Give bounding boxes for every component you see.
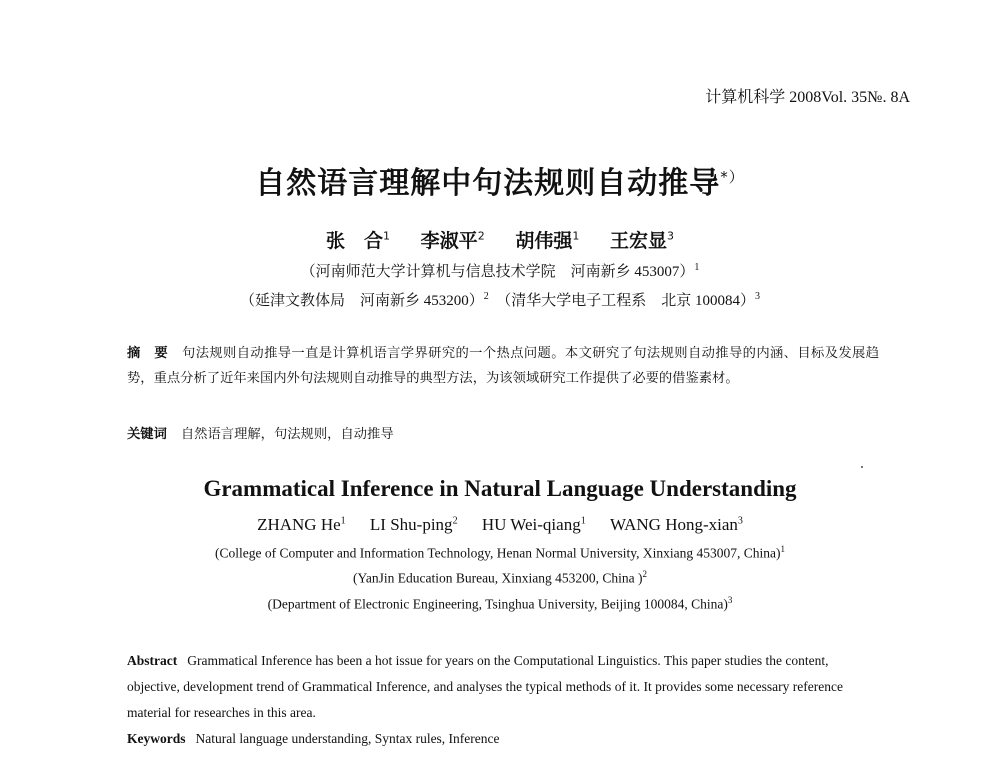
en-affiliation-sup: 1 bbox=[780, 544, 785, 554]
english-keywords bbox=[127, 726, 879, 751]
cn-affiliation-sup: 2 bbox=[483, 291, 489, 302]
english-keywords-text: Natural language understanding, Syntax rules, Inference bbox=[195, 731, 500, 746]
chinese-affiliation-2 bbox=[0, 289, 1000, 310]
english-affiliation-3 bbox=[0, 595, 1000, 613]
cn-author-name: 张 合 bbox=[326, 230, 384, 252]
en-affiliation-sup: 2 bbox=[642, 569, 648, 579]
cn-author-sup: 3 bbox=[666, 229, 674, 243]
en-author bbox=[482, 515, 586, 534]
cn-author-name: 胡伟强 bbox=[515, 230, 573, 252]
cn-author-sup: 1 bbox=[572, 229, 580, 243]
chinese-abstract bbox=[127, 340, 879, 390]
cn-affiliation-text: （河南师范大学计算机与信息技术学院 河南新乡 453007） bbox=[300, 264, 695, 280]
english-affiliation-2 bbox=[0, 569, 1000, 587]
chinese-keywords bbox=[127, 421, 879, 446]
cn-author-name: 王宏显 bbox=[609, 230, 667, 252]
cn-affiliation-sup: 3 bbox=[755, 291, 761, 302]
english-title: Grammatical Inference in Natural Language Understanding bbox=[203, 476, 797, 501]
journal-info: 计算机科学 2008Vol. 35№. 8A bbox=[705, 89, 910, 106]
en-affiliation-sup: 3 bbox=[727, 595, 733, 605]
scan-speck bbox=[861, 466, 863, 468]
cn-author-name: 李淑平 bbox=[420, 230, 478, 252]
chinese-keywords-label: 关键词 bbox=[127, 426, 167, 441]
english-authors bbox=[0, 515, 1000, 535]
english-affiliation-1 bbox=[0, 544, 1000, 562]
title-footnote-mark: *） bbox=[720, 168, 745, 186]
en-author-sup: 1 bbox=[580, 515, 586, 527]
cn-affiliation-text: （延津文教体局 河南新乡 453200） bbox=[239, 293, 484, 309]
cn-author-sup: 2 bbox=[477, 229, 485, 243]
english-keywords-label: Keywords bbox=[127, 731, 186, 746]
en-author-sup: 2 bbox=[452, 515, 458, 527]
chinese-authors bbox=[0, 226, 1000, 253]
en-author-sup: 1 bbox=[340, 515, 346, 527]
chinese-title bbox=[0, 158, 1000, 202]
chinese-abstract-label: 摘 要 bbox=[127, 345, 169, 360]
chinese-abstract-text: 句法规则自动推导一直是计算机语言学界研究的一个热点问题。本文研究了句法规则自动推导的内涵、目标及发展趋势，重点分析了近年来国内外句法规则自动推导的典型方法，为该领域研究工作提供了必要的借鉴素材。 bbox=[127, 345, 880, 385]
en-affiliation-text: (YanJin Education Bureau, Xinxiang 453200, China ) bbox=[352, 570, 643, 586]
cn-author-sup: 1 bbox=[383, 229, 391, 243]
cn-author bbox=[515, 230, 579, 252]
en-affiliation-text: (Department of Electronic Engineering, Tsinghua University, Beijing 100084, China) bbox=[267, 596, 728, 612]
chinese-keywords-text: 自然语言理解，句法规则，自动推导 bbox=[180, 426, 394, 441]
cn-affiliation-text: （清华大学电子工程系 北京 100084） bbox=[503, 293, 756, 309]
en-author bbox=[257, 515, 346, 534]
cn-author bbox=[326, 230, 390, 252]
english-abstract bbox=[127, 648, 879, 726]
english-abstract-label: Abstract bbox=[127, 653, 178, 668]
en-author-name: HU Wei-qiang bbox=[481, 515, 581, 534]
cn-author bbox=[421, 230, 485, 252]
en-author-sup: 3 bbox=[737, 515, 743, 527]
en-author-name: ZHANG He bbox=[257, 515, 341, 534]
en-author bbox=[370, 515, 458, 534]
en-affiliation-text: (College of Computer and Information Technology, Henan Normal University, Xinxiang 453007, China) bbox=[215, 545, 781, 561]
en-author bbox=[610, 515, 743, 534]
chinese-title-text: 自然语言理解中句法规则自动推导 bbox=[255, 166, 721, 201]
en-author-name: LI Shu-ping bbox=[369, 515, 453, 534]
chinese-affiliation-1 bbox=[0, 260, 1000, 281]
english-abstract-text: Grammatical Inference has been a hot issue for years on the Computational Linguistics. This paper studies the content, objective, development trend of Grammatical Inference, and analyses the typical methods of it. It provides some necessary reference material for researches in this area. bbox=[127, 653, 843, 720]
cn-author bbox=[610, 230, 674, 252]
cn-affiliation-sup: 1 bbox=[694, 262, 700, 273]
en-author-name: WANG Hong-xian bbox=[609, 515, 738, 534]
